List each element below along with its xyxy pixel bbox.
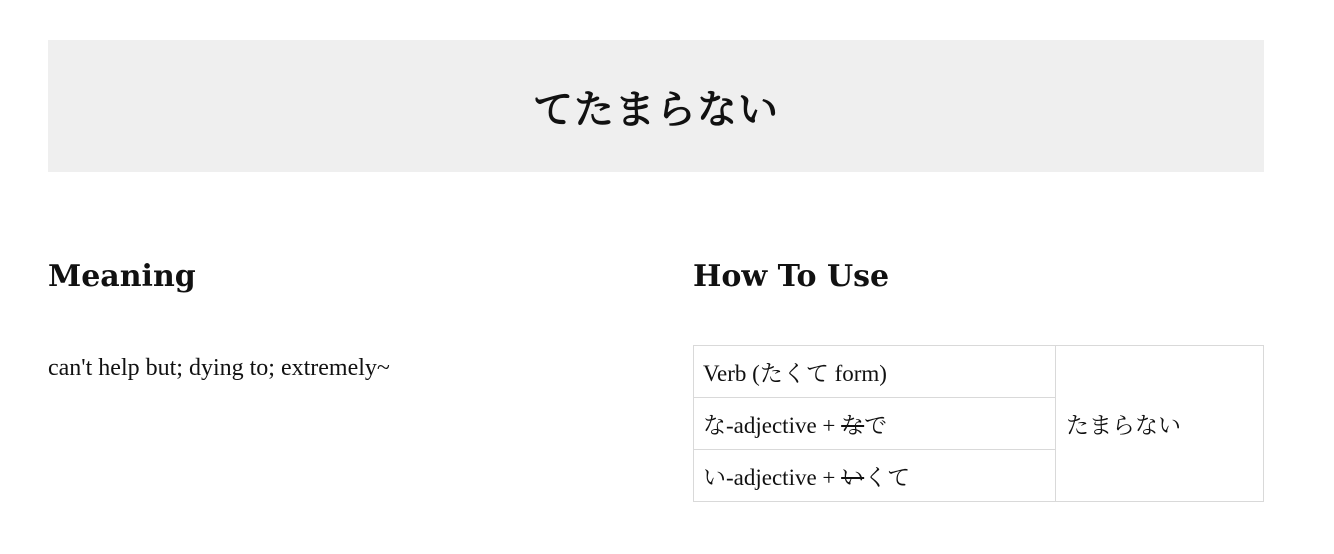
result-cell	[1056, 346, 1264, 502]
form-struck: い	[841, 465, 865, 490]
form-prefix: な-adjective +	[703, 413, 842, 438]
result-text: たまらない	[1066, 413, 1181, 438]
form-suffix: で	[864, 413, 888, 438]
how-to-use-heading: How To Use	[693, 259, 890, 294]
title-banner	[48, 40, 1264, 172]
form-struck: な	[841, 413, 865, 438]
page-title: てたまらない	[533, 86, 779, 133]
form-cell-na-adjective	[694, 398, 1056, 450]
usage-table	[693, 345, 1264, 502]
meaning-text: can't help but; dying to; extremely~	[48, 355, 390, 381]
form-cell-i-adjective	[694, 450, 1056, 502]
form-cell-verb	[694, 346, 1056, 398]
form-suffix: くて	[864, 465, 911, 490]
form-prefix: い-adjective +	[703, 465, 842, 490]
usage-row-verb	[694, 346, 1264, 398]
form-prefix: Verb (たくて form)	[703, 361, 887, 386]
meaning-heading: Meaning	[48, 259, 196, 294]
